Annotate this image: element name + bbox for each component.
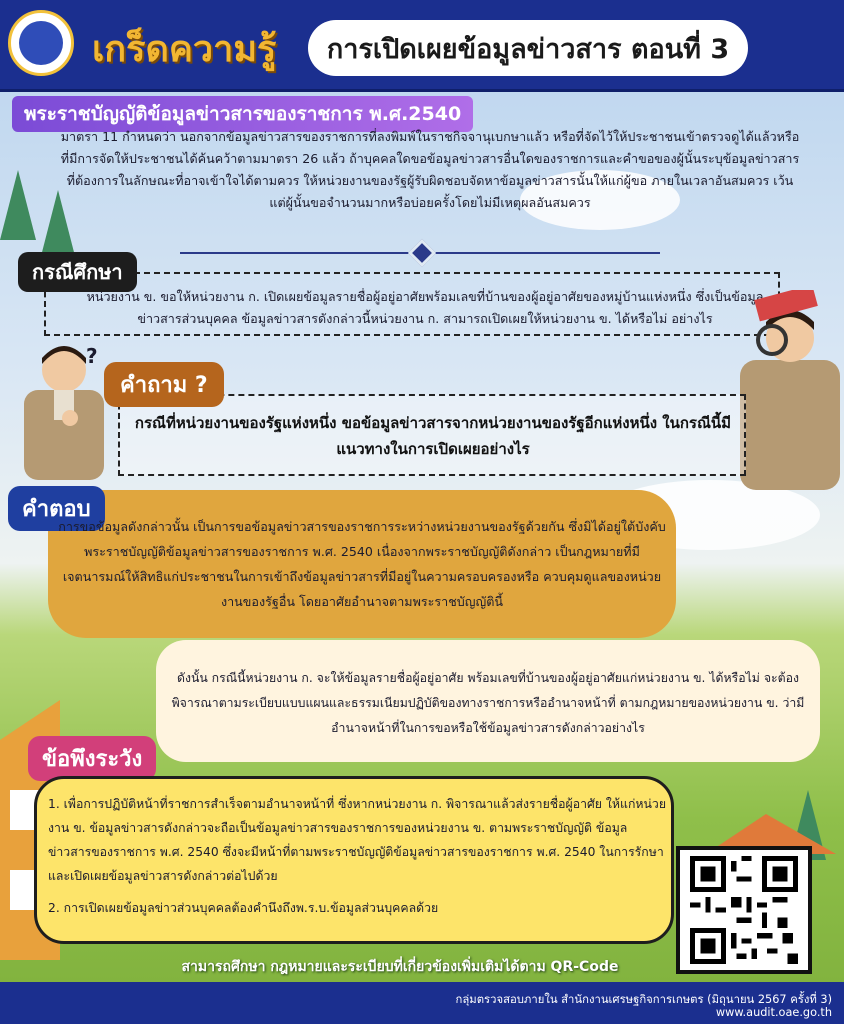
question-mark-icon: ? [86,344,98,368]
qr-code-icon [686,856,802,964]
agency-logo [8,10,74,76]
act-title: พระราชบัญญัติข้อมูลข่าวสารของราชการ พ.ศ.2540 [12,96,473,132]
caution-item-2: 2. การเปิดเผยข้อมูลข่าวส่วนบุคคลต้องคำนึงถึงพ.ร.บ.ข้อมูลส่วนบุคคลด้วย [48,901,439,915]
footer-org: กลุ่มตรวจสอบภายใน สำนักงานเศรษฐกิจการเกษตร (มิถุนายน 2567 ครั้งที่ 3) [455,993,832,1006]
case-label: กรณีศึกษา [18,252,137,292]
header-right-box [308,20,748,76]
qr-code[interactable] [676,846,812,974]
case-text: หน่วยงาน ข. ขอให้หน่วยงาน ก. เปิดเผยข้อมูลรายชื่อผู้อยู่อาศัยพร้อมเลขที่บ้านของผู้อยู่อาศัยของหมู่บ้านแห่งหนึ่ง ซึ่งเป็นข้อมูลข่าวสารส่วนบุคคล ข้อมูลข่าวสารดังกล่าวนี้หน่วยงาน ก. สามารถเปิดเผยให้หน่วยงาน ข. ได้หรือไม่ อย่างไร [86,289,764,326]
answer-label: คำตอบ [8,486,105,531]
caution-item-1: 1. เพื่อการปฏิบัติหน้าที่ราชการสำเร็จตามอำนาจหน้าที่ ซึ่งหากหน่วยงาน ก. พิจารณาแล้วส่งรายชื่อผู้อาศัย ให้แก่หน่วยงาน ข. ข้อมูลข่าวสารดังกล่าวจะถือเป็นข้อมูลข่าวสารของราชการของหน่วยงาน ข. ตามพระราชบัญญัติ ข้อมูลข่าวสารของราชการ พ.ศ. 2540 ซึ่งจะมีหน้าที่ตามพระราชบัญญัติข้อมูลข่าวสารของราชการ พ.ศ. 2540 ในการรักษาและเปิดเผยข้อมูลข่าวสารดังกล่าวต่อไปด้วย [48,797,667,883]
tree-icon [0,170,36,240]
caution-text [48,792,668,928]
qr-note: สามารถศึกษา กฎหมายและระเบียบที่เกี่ยวข้องเพิ่มเติมได้ตาม QR-Code [181,959,619,975]
question-label: คำถาม ? [104,362,224,407]
answer-text-1: การขอข้อมูลดังกล่าวนั้น เป็นการขอข้อมูลข่าวสารของราชการระหว่างหน่วยงานของรัฐด้วยกัน ซึ่งมิได้อยู่ใต้บังคับพระราชบัญญัติข้อมูลข่าวสารของราชการ พ.ศ. 2540 เนื่องจากพระราชบัญญัติดังกล่าว เป็นกฎหมายที่มีเจตนารมณ์ให้สิทธิแก่ประชาชนในการเข้าถึงข้อมูลข่าวสารที่มีอยู่ในความครอบครองหรือ ควบคุมดูแลของหน่วยงานของรัฐอื่น โดยอาศัยอำนาจตามพระราชบัญญัตินี้ [58,519,666,609]
caution-label: ข้อพึงระวัง [28,736,156,781]
answer-text-2: ดังนั้น กรณีนี้หน่วยงาน ก. จะให้ข้อมูลรายชื่อผู้อยู่อาศัย พร้อมเลขที่บ้านของผู้อยู่อาศัยแก่หน่วยงาน ข. ได้หรือไม่ จะต้องพิจารณาตามระเบียบแบบแผนและธรรมเนียมปฏิบัติของทางราชการหรืออำนาจหน้าที่ ตามกฎหมายของหน่วยงาน ข. ว่ามีอำนาจหน้าที่ในการขอหรือใช้ข้อมูลข่าวสารดังกล่าวอย่างไร [171,671,805,735]
header-right-title: การเปิดเผยข้อมูลข่าวสาร ตอนที่ 3 [326,33,730,65]
header-bar [0,0,844,92]
footer-url[interactable]: www.audit.oae.go.th [715,1006,832,1019]
section-11-text: มาตรา 11 กำหนดว่า นอกจากข้อมูลข่าวสารของราชการที่ลงพิมพ์ในราชกิจจานุเบกษาแล้ว หรือที่จัดไว้ให้ประชาชนเข้าตรวจดูได้แล้วหรือที่มีการจัดให้ประชาชนได้ค้นคว้าตามมาตรา 26 แล้ว ถ้าบุคคลใดขอข้อมูลข่าวสารอื่นใดของราชการและคำขอของผู้นั้นระบุข้อมูลข่าวสารที่ต้องการในลักษณะที่อาจเข้าใจได้ตามควร ให้หน่วยงานของรัฐผู้รับผิดชอบจัดหาข้อมูลข่าวสารนั้นให้แก่ผู้ขอ ภายในเวลาอันสมควร เว้นแต่ผู้นั้นขอจำนวนมากหรือบ่อยครั้งโดยไม่มีเหตุผลอันสมควร [60,129,800,210]
header-left-title: เกร็ดความรู้ [92,29,277,70]
officer-thinking-icon [14,330,114,480]
question-text: กรณีที่หน่วยงานของรัฐแห่งหนึ่ง ขอข้อมูลข่าวสารจากหน่วยงานของรัฐอีกแห่งหนึ่ง ในกรณีนี้มีแนวทางในการเปิดเผยอย่างไร [134,414,732,458]
